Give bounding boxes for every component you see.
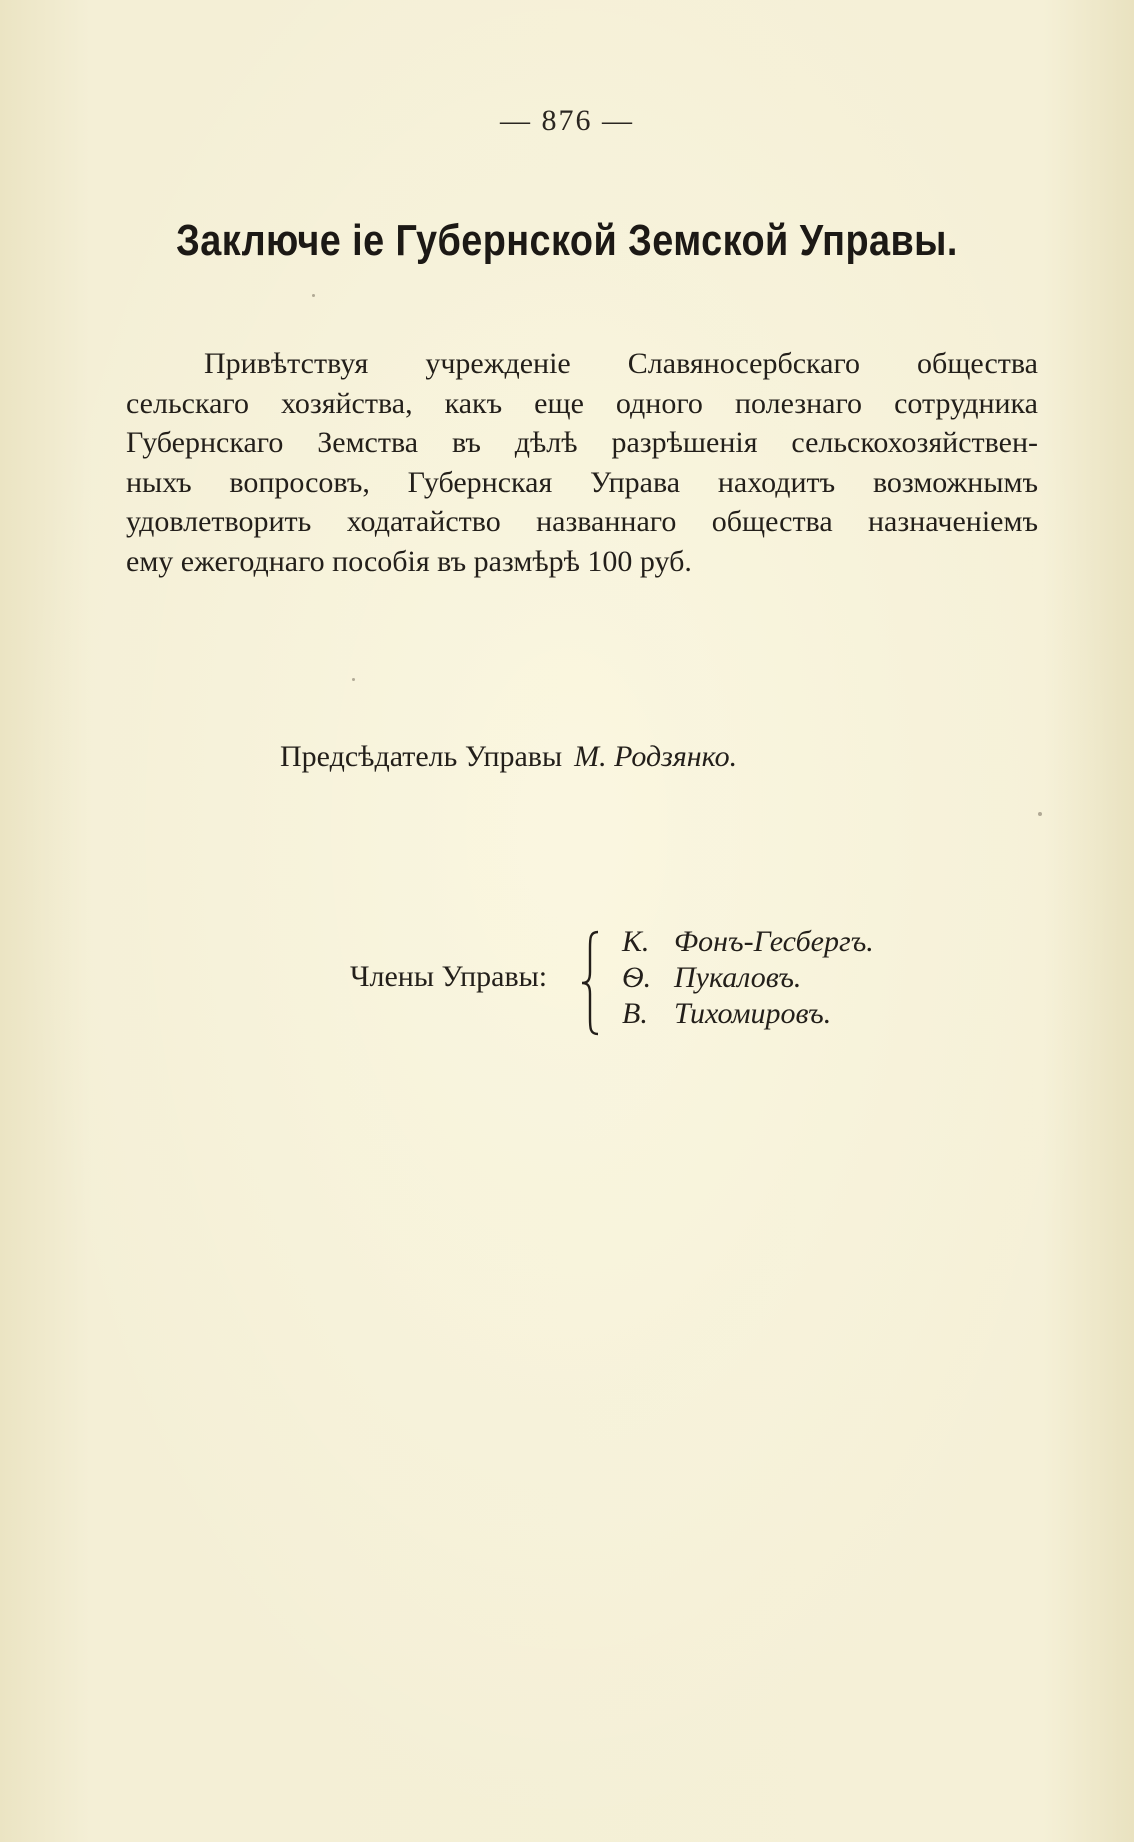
paper-speck xyxy=(312,294,315,297)
paper-speck xyxy=(1038,812,1042,816)
paper-speck xyxy=(352,678,355,681)
member-initial: Ѳ. xyxy=(622,961,652,994)
chairman-name: М. Родзянко. xyxy=(574,740,738,773)
chairman-signature xyxy=(280,740,737,774)
member-surname: Фонъ-Гесбергъ. xyxy=(674,925,874,958)
page-number: — 876 — xyxy=(500,104,634,137)
body-paragraph xyxy=(126,344,1038,581)
curly-brace-icon xyxy=(580,930,604,1036)
member-entry xyxy=(622,924,874,960)
member-initial: В. xyxy=(622,997,648,1030)
body-line: Привѣтствуя учрежденіе Славяносербскаго общества xyxy=(204,347,1038,380)
member-surname: Тихомировъ. xyxy=(674,997,832,1030)
member-entry xyxy=(622,996,874,1032)
members-list xyxy=(622,924,874,1032)
chairman-label: Предсѣдатель Управы xyxy=(280,740,563,773)
body-line: ему ежегоднаго пособія въ размѣрѣ 100 руб. xyxy=(126,544,692,578)
members-label: Члены Управы: xyxy=(350,960,548,993)
member-entry xyxy=(622,960,874,996)
body-line: удовлетворить ходатайство названнаго общества назначеніемъ xyxy=(126,505,1038,538)
section-title: Заключе іе Губернской Земской Управы. xyxy=(176,216,958,265)
body-line: ныхъ вопросовъ, Губернская Управа находитъ возможнымъ xyxy=(126,465,1038,499)
member-surname: Пукаловъ. xyxy=(674,961,802,994)
body-line: Губернскаго Земства въ дѣлѣ разрѣшенія сельскохозяйствен- xyxy=(126,426,1038,459)
member-initial: К. xyxy=(622,925,650,958)
body-line: сельскаго хозяйства, какъ еще одного полезнаго сотрудника xyxy=(126,386,1038,420)
